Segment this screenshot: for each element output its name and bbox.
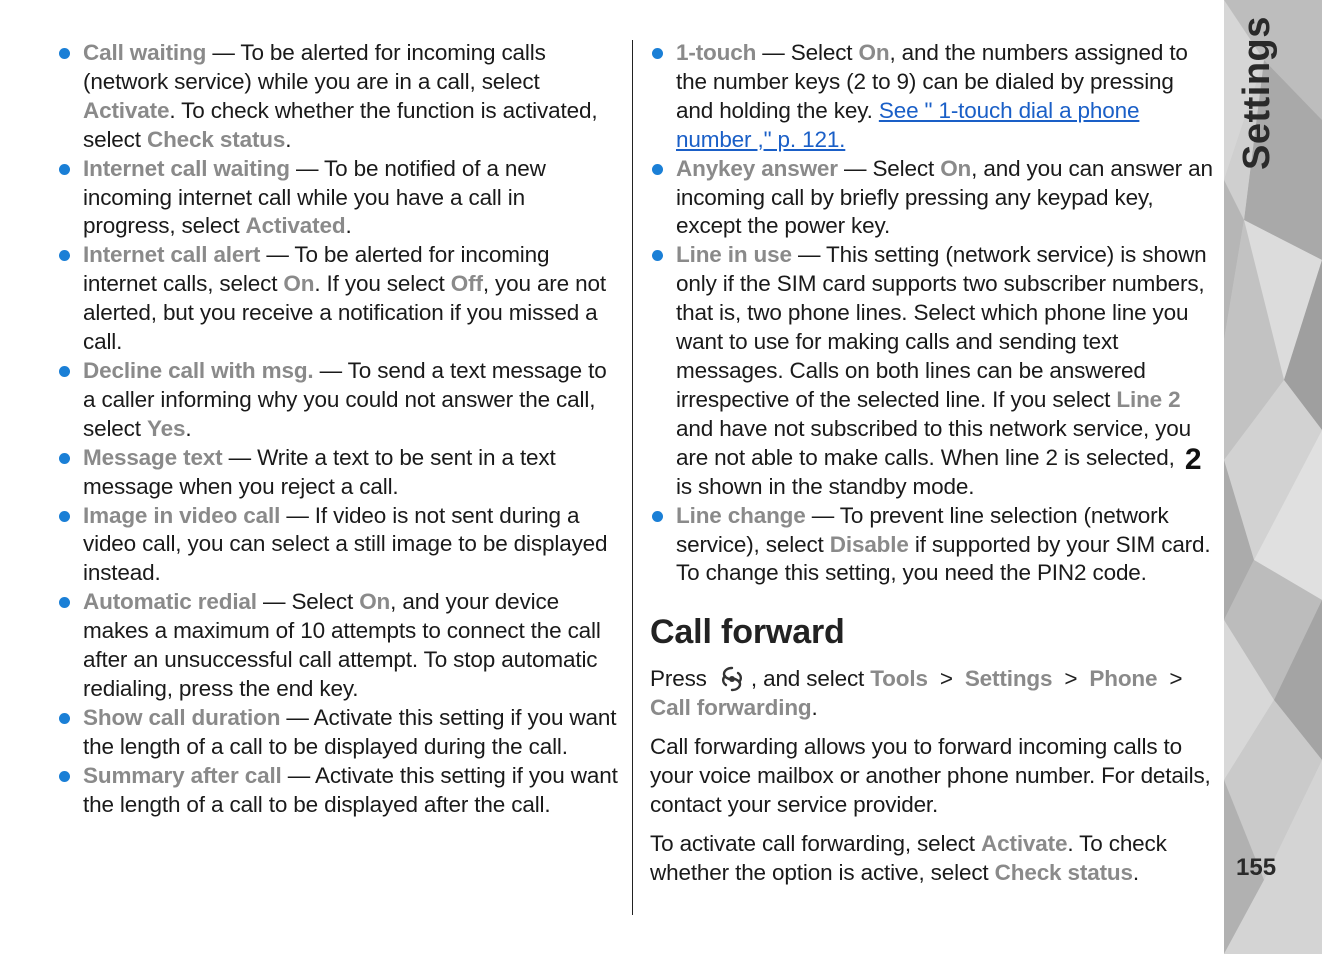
menu-path-phone: Phone — [1089, 666, 1158, 692]
menu-key-icon — [717, 664, 747, 694]
option-name: Internet call waiting — [83, 155, 290, 181]
instruction-text: . To check whether the option is active, select — [650, 830, 1167, 885]
option-description: — Activate this setting if you want the length of a call to be displayed during the call. — [83, 704, 617, 759]
option-description: and have not subscribed to this network service, you are not able to make calls. When line 2 is selected, — [676, 415, 1191, 470]
list-item-image-in-video-call — [56, 502, 622, 589]
body-paragraph — [650, 830, 1216, 888]
instruction-text: To activate call forwarding, select — [650, 830, 982, 856]
option-name: Message text — [83, 444, 223, 470]
option-name: Show call duration — [83, 704, 281, 730]
list-item-automatic-redial — [56, 588, 622, 704]
chapter-title — [1226, 16, 1296, 190]
option-description: — This setting (network service) is shown only if the SIM card supports two subscriber numbers, that is, two phone lines. Select which phone line you want to use for making calls and sending text messages. Calls on both lines can be answered irrespective of the selected line. If you select — [676, 242, 1207, 412]
option-value: Yes — [146, 415, 186, 441]
option-name: Line change — [676, 502, 806, 528]
option-description: , and your device makes a maximum of 10 attempts to connect the call after an unsuccessful call attempt. To stop automatic redialing, press the end key. — [83, 589, 601, 701]
option-description: — To be alerted for incoming internet calls, select — [83, 242, 550, 297]
cross-reference-link[interactable]: See " 1-touch dial a phone number ," p. 121. — [676, 97, 1140, 152]
option-name: 1-touch — [676, 40, 757, 65]
option-name: Image in video call — [83, 502, 281, 528]
list-item-summary-after-call — [56, 762, 622, 820]
option-description: — To send a text message to a caller informing why you could not answer the call, select — [83, 357, 607, 441]
option-name: Line in use — [676, 242, 792, 268]
option-name: Anykey answer — [676, 155, 838, 181]
menu-path-tools: Tools — [870, 666, 928, 692]
option-description: is shown in the standby mode. — [676, 473, 975, 499]
option-name: Automatic redial — [83, 589, 257, 615]
option-value: Activate — [83, 97, 170, 123]
option-value: Check status — [146, 126, 286, 152]
settings-list-left — [56, 39, 622, 819]
option-description: if supported by your SIM card. To change this setting, you need the PIN2 code. — [676, 531, 1211, 586]
list-item-message-text — [56, 444, 622, 502]
option-description: , and you can answer an incoming call by briefly pressing any keypad key, except the power key. — [676, 155, 1213, 239]
option-name: Decline call with msg. — [83, 357, 314, 383]
option-name: Internet call alert — [83, 242, 261, 268]
list-item-show-call-duration — [56, 704, 622, 762]
instruction-text: , and select — [750, 666, 871, 692]
list-item-internet-call-waiting — [56, 155, 622, 242]
option-value: On — [940, 155, 972, 181]
list-item-line-in-use — [649, 241, 1216, 501]
option-value: On — [359, 589, 391, 615]
option-name: Summary after call — [83, 762, 282, 788]
option-value: Activate — [981, 830, 1068, 856]
list-item-call-waiting — [56, 39, 622, 155]
punctuation: . — [1132, 859, 1140, 885]
punctuation: . — [185, 415, 192, 441]
option-description: — To be alerted for incoming calls (network service) while you are in a call, select — [83, 40, 546, 94]
option-description: — To prevent line selection (network service), select — [676, 502, 1169, 557]
option-value: Check status — [994, 859, 1133, 885]
menu-path-call-forwarding: Call forwarding — [650, 695, 812, 721]
list-item-anykey-answer — [649, 155, 1216, 242]
list-item-1-touch — [649, 39, 1216, 155]
punctuation: . — [285, 126, 292, 152]
option-value: Disable — [829, 531, 909, 557]
menu-path-paragraph — [650, 664, 1216, 723]
option-description: — Activate this setting if you want the length of a call to be displayed after the call. — [83, 762, 618, 817]
option-description: — To be notified of a new incoming internet call while you have a call in progress, select — [83, 155, 546, 239]
option-description: — Write a text to be sent in a text message when you reject a call. — [83, 444, 556, 499]
left-column — [56, 39, 622, 819]
body-paragraph: Call forwarding allows you to forward incoming calls to your voice mailbox or another phone number. For details, contact your service provider. — [650, 734, 1211, 818]
column-divider — [632, 40, 633, 915]
line-2-indicator-icon: 2 — [1184, 442, 1202, 476]
chapter-title-text: Settings — [1236, 16, 1278, 170]
option-description: . If you select — [314, 271, 451, 297]
option-value: On — [858, 40, 890, 65]
option-value: Activated — [245, 213, 346, 239]
list-item-internet-call-alert — [56, 241, 622, 357]
punctuation: . — [811, 695, 818, 721]
path-separator: > — [939, 666, 953, 692]
path-separator: > — [1169, 666, 1183, 692]
list-item-line-change — [649, 502, 1216, 589]
list-item-decline-call-with-msg — [56, 357, 622, 444]
settings-list-right — [649, 39, 1216, 588]
option-description: , and the numbers assigned to the number keys (2 to 9) can be dialed by pressing and holding the key. — [676, 40, 1188, 123]
instruction-text: Press — [650, 666, 707, 692]
menu-path-settings: Settings — [964, 666, 1053, 692]
option-description: — Select — [256, 589, 360, 615]
option-description: , you are not alerted, but you receive a notification if you missed a call. — [83, 271, 606, 355]
option-description: . To check whether the function is activated, select — [83, 97, 598, 152]
path-separator: > — [1064, 666, 1078, 692]
option-value: On — [283, 271, 315, 297]
option-description: — Select — [756, 40, 859, 65]
option-description: — If video is not sent during a video call, you can select a still image to be displayed instead. — [83, 502, 608, 586]
right-column — [650, 39, 1216, 898]
option-value: Line 2 — [1116, 386, 1181, 412]
page-number: 155 — [1236, 854, 1277, 881]
section-heading: Call forward — [650, 613, 845, 652]
option-name: Call waiting — [83, 40, 207, 65]
option-value: Off — [450, 271, 483, 297]
punctuation: . — [345, 213, 352, 239]
option-description: — Select — [837, 155, 941, 181]
